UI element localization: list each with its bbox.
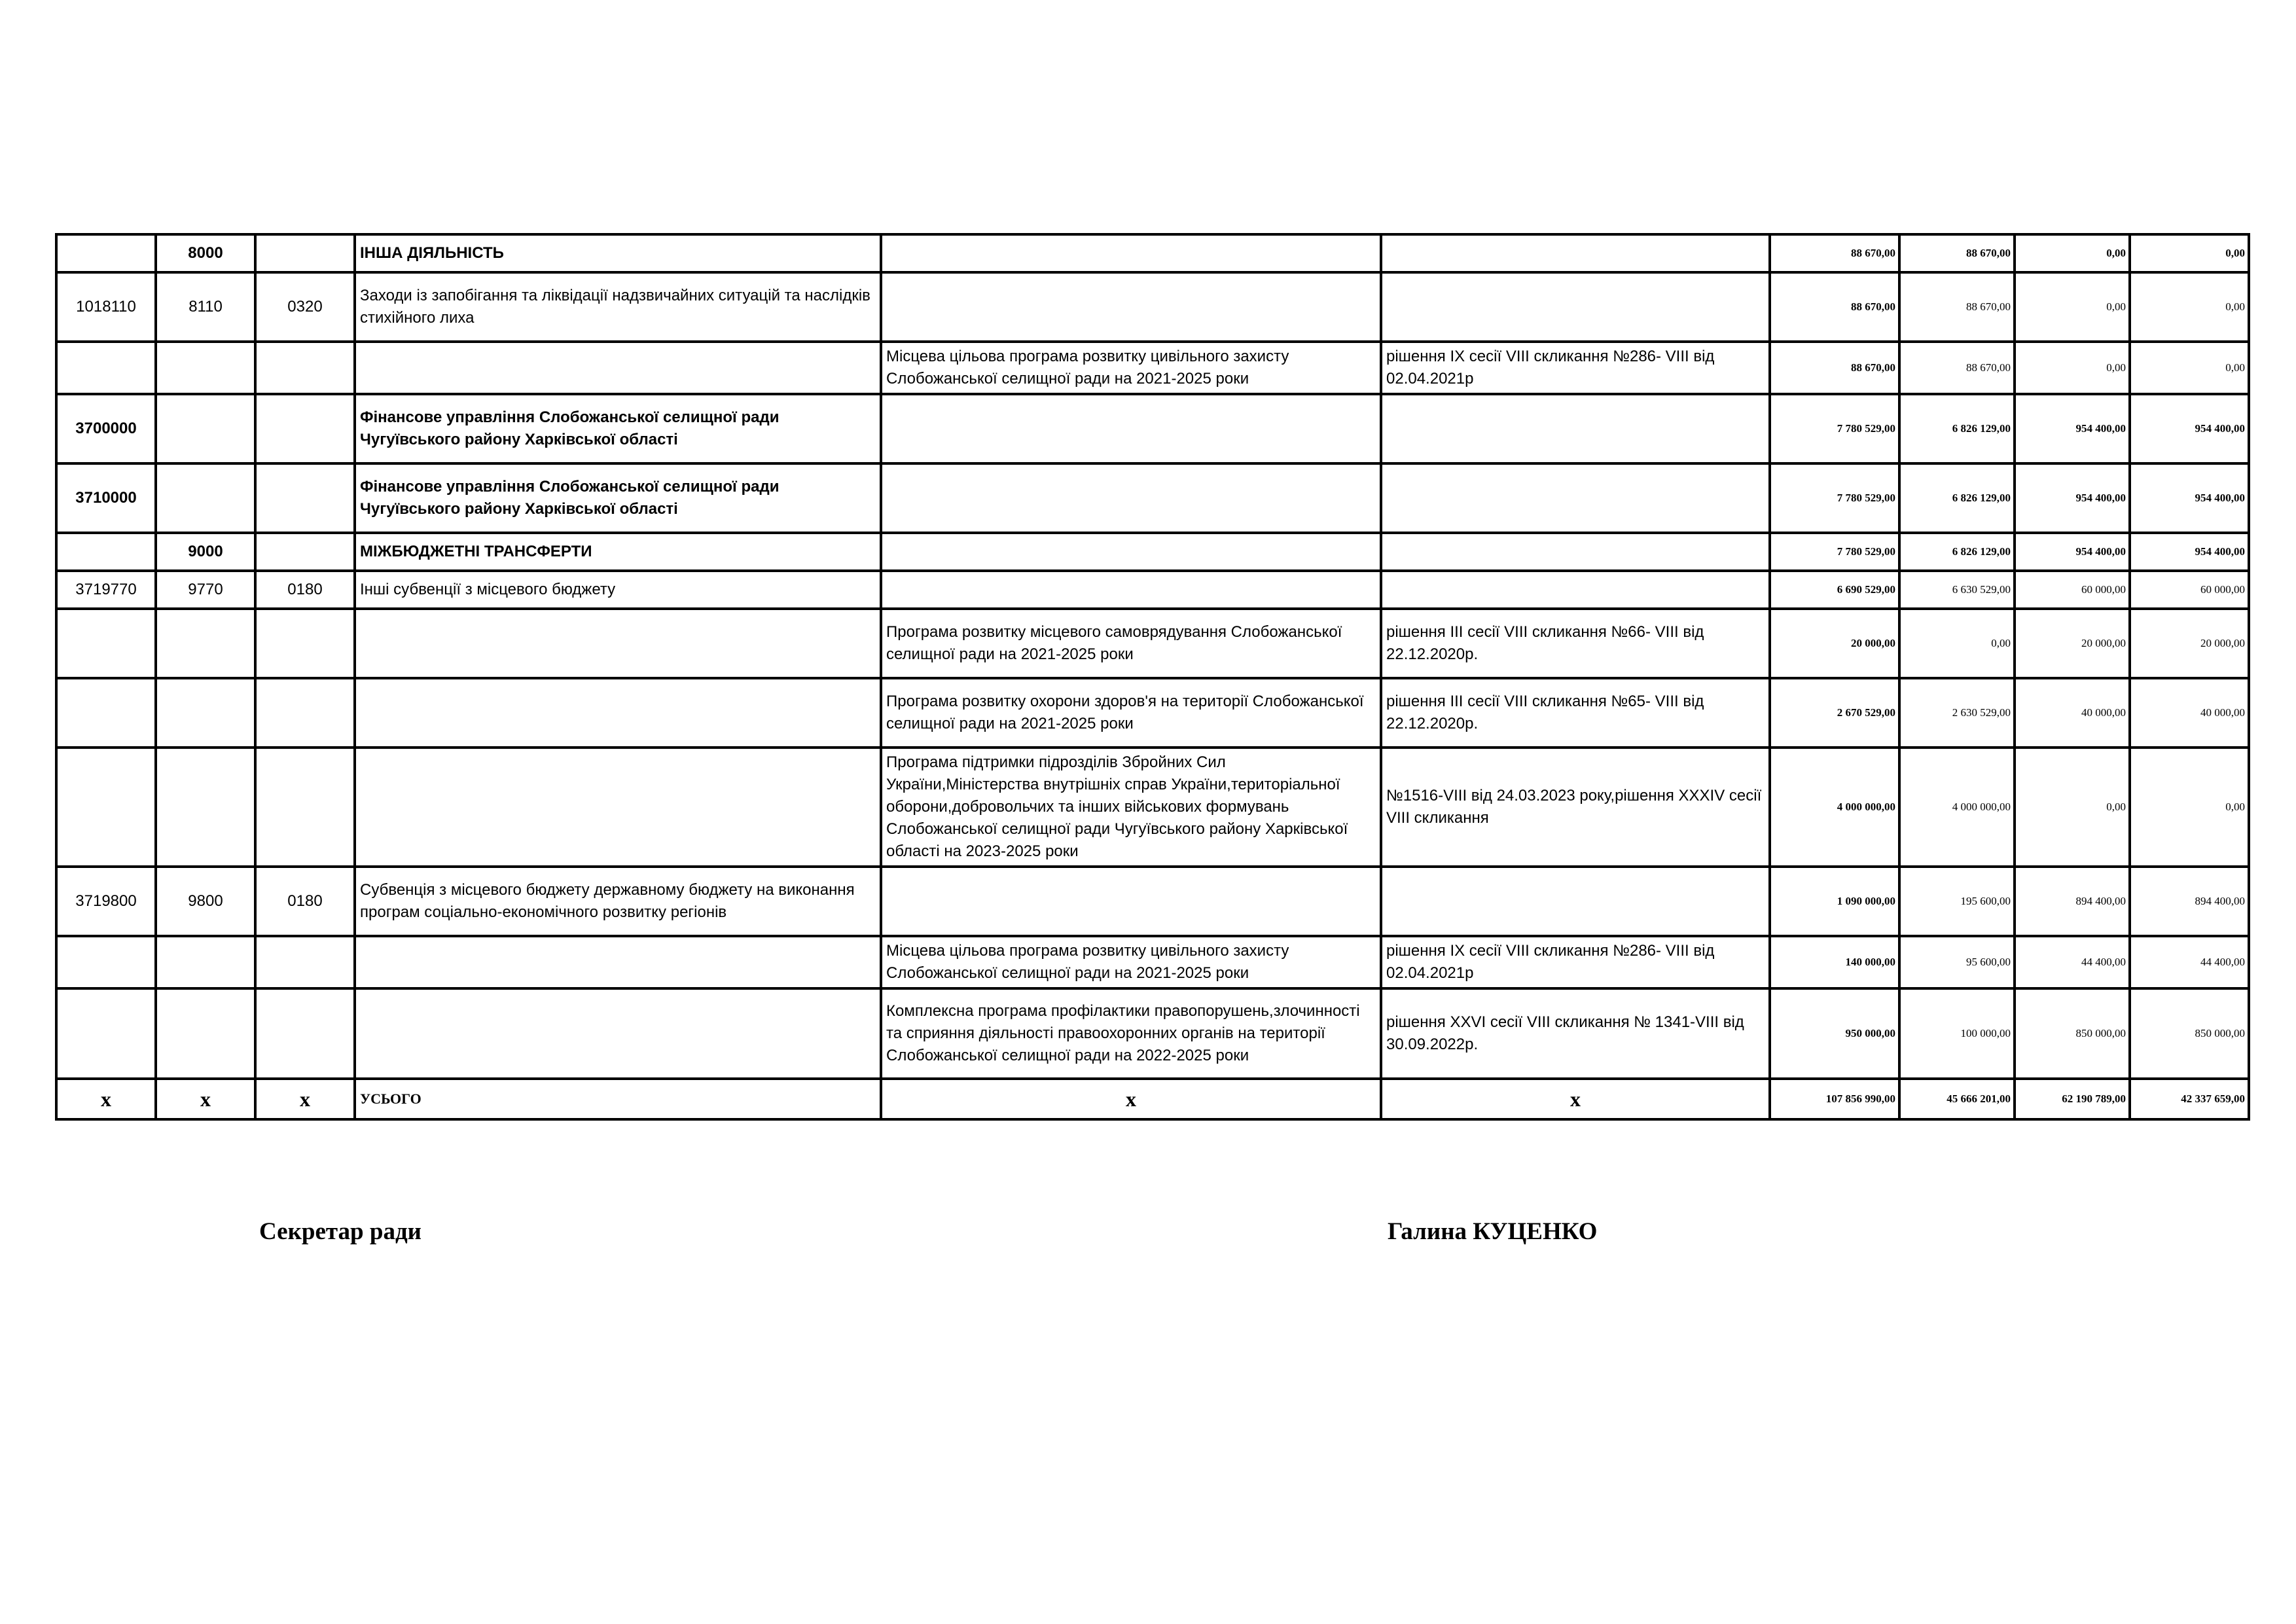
cell-code: [56, 234, 156, 272]
budget-table: [55, 233, 2250, 1121]
table-row: [56, 234, 2249, 272]
cell-special-fund: 0,00: [2015, 272, 2130, 342]
cell-development-budget: 954 400,00: [2130, 533, 2249, 571]
cell-code: [56, 678, 156, 748]
table-row: [56, 609, 2249, 678]
cell-special-fund: 894 400,00: [2015, 867, 2130, 936]
cell-decision: №1516-VIII від 24.03.2023 року,рішення XXXIV сесії VIII скликання: [1381, 748, 1770, 867]
cell-decision: рішення ІХ сесії VIII скликання №286- VIII від 02.04.2021р: [1381, 342, 1770, 394]
signature-title: Секретар ради: [259, 1218, 422, 1245]
cell-decision: рішення ІІІ сесії VIII скликання №66- VIII від 22.12.2020р.: [1381, 609, 1770, 678]
cell-name: [355, 748, 881, 867]
cell-kfkvk: [255, 748, 355, 867]
cell-code: [56, 342, 156, 394]
total-x-marker: х: [881, 1079, 1381, 1119]
cell-special-fund: 954 400,00: [2015, 533, 2130, 571]
table-row: [56, 571, 2249, 609]
grand-total-general-fund: 45 666 201,00: [1899, 1079, 2015, 1119]
total-label: УСЬОГО: [355, 1079, 881, 1119]
cell-kfk: [156, 678, 255, 748]
cell-kfk: [156, 394, 255, 463]
cell-kfkvk: [255, 936, 355, 988]
cell-code: [56, 936, 156, 988]
table-row: [56, 272, 2249, 342]
cell-kfkvk: [255, 678, 355, 748]
cell-decision: [1381, 533, 1770, 571]
cell-name: [355, 936, 881, 988]
cell-general-fund: 6 826 129,00: [1899, 533, 2015, 571]
cell-kfkvk: 0180: [255, 571, 355, 609]
cell-total: 88 670,00: [1770, 272, 1899, 342]
cell-code: [56, 748, 156, 867]
cell-development-budget: 894 400,00: [2130, 867, 2249, 936]
cell-development-budget: 44 400,00: [2130, 936, 2249, 988]
cell-decision: [1381, 234, 1770, 272]
cell-development-budget: 0,00: [2130, 272, 2249, 342]
cell-general-fund: 88 670,00: [1899, 272, 2015, 342]
cell-kfk: 8000: [156, 234, 255, 272]
grand-total-special-fund: 62 190 789,00: [2015, 1079, 2130, 1119]
table-row: [56, 867, 2249, 936]
cell-name: Інші субвенції з місцевого бюджету: [355, 571, 881, 609]
table-row: [56, 748, 2249, 867]
total-x-marker: х: [56, 1079, 156, 1119]
cell-code: 1018110: [56, 272, 156, 342]
total-x-marker: х: [255, 1079, 355, 1119]
cell-name: ІНША ДІЯЛЬНІСТЬ: [355, 234, 881, 272]
cell-total: 7 780 529,00: [1770, 463, 1899, 533]
cell-total: 1 090 000,00: [1770, 867, 1899, 936]
cell-total: 7 780 529,00: [1770, 533, 1899, 571]
table-row: [56, 936, 2249, 988]
grand-total: 107 856 990,00: [1770, 1079, 1899, 1119]
cell-name: Фінансове управління Слобожанської селищної ради Чугуївського району Харківської області: [355, 394, 881, 463]
cell-general-fund: 2 630 529,00: [1899, 678, 2015, 748]
cell-kfkvk: [255, 342, 355, 394]
cell-general-fund: 6 630 529,00: [1899, 571, 2015, 609]
cell-code: 3700000: [56, 394, 156, 463]
cell-program: Програма розвитку охорони здоров'я на території Слобожанської селищної ради на 2021-2025 роки: [881, 678, 1381, 748]
cell-program: [881, 867, 1381, 936]
cell-program: Місцева цільова програма розвитку цивільного захисту Слобожанської селищної ради на 2021-2025 роки: [881, 936, 1381, 988]
cell-development-budget: 0,00: [2130, 748, 2249, 867]
cell-program: Місцева цільова програма розвитку цивільного захисту Слобожанської селищної ради на 2021-2025 роки: [881, 342, 1381, 394]
cell-program: [881, 463, 1381, 533]
grand-total-development-budget: 42 337 659,00: [2130, 1079, 2249, 1119]
total-row: [56, 1079, 2249, 1119]
cell-name: [355, 988, 881, 1079]
cell-total: 88 670,00: [1770, 234, 1899, 272]
cell-development-budget: 60 000,00: [2130, 571, 2249, 609]
cell-general-fund: 88 670,00: [1899, 234, 2015, 272]
cell-general-fund: 0,00: [1899, 609, 2015, 678]
cell-kfk: [156, 342, 255, 394]
cell-code: [56, 609, 156, 678]
cell-total: 7 780 529,00: [1770, 394, 1899, 463]
total-x-marker: х: [156, 1079, 255, 1119]
cell-kfk: [156, 609, 255, 678]
cell-total: 20 000,00: [1770, 609, 1899, 678]
cell-program: [881, 394, 1381, 463]
cell-general-fund: 95 600,00: [1899, 936, 2015, 988]
cell-general-fund: 88 670,00: [1899, 342, 2015, 394]
cell-code: 3710000: [56, 463, 156, 533]
cell-kfk: [156, 936, 255, 988]
cell-kfk: [156, 463, 255, 533]
table-row: [56, 342, 2249, 394]
cell-code: [56, 988, 156, 1079]
cell-program: [881, 272, 1381, 342]
cell-kfk: [156, 988, 255, 1079]
cell-development-budget: 0,00: [2130, 234, 2249, 272]
cell-program: [881, 234, 1381, 272]
cell-special-fund: 954 400,00: [2015, 394, 2130, 463]
cell-kfk: 9800: [156, 867, 255, 936]
cell-development-budget: 850 000,00: [2130, 988, 2249, 1079]
cell-special-fund: 44 400,00: [2015, 936, 2130, 988]
cell-name: Субвенція з місцевого бюджету державному бюджету на виконання програм соціально-економічного розвитку регіонів: [355, 867, 881, 936]
cell-name: МІЖБЮДЖЕТНІ ТРАНСФЕРТИ: [355, 533, 881, 571]
cell-special-fund: 60 000,00: [2015, 571, 2130, 609]
cell-total: 2 670 529,00: [1770, 678, 1899, 748]
table-row: [56, 463, 2249, 533]
cell-program: Програма розвитку місцевого самоврядування Слобожанської селищної ради на 2021-2025 роки: [881, 609, 1381, 678]
cell-total: 4 000 000,00: [1770, 748, 1899, 867]
table-row: [56, 988, 2249, 1079]
cell-special-fund: 850 000,00: [2015, 988, 2130, 1079]
cell-code: [56, 533, 156, 571]
cell-general-fund: 6 826 129,00: [1899, 463, 2015, 533]
cell-kfk: 9000: [156, 533, 255, 571]
cell-name: [355, 342, 881, 394]
cell-special-fund: 20 000,00: [2015, 609, 2130, 678]
cell-name: [355, 609, 881, 678]
cell-code: 3719770: [56, 571, 156, 609]
cell-name: [355, 678, 881, 748]
cell-decision: рішення XXVI сесії VIII скликання № 1341-VIII від 30.09.2022р.: [1381, 988, 1770, 1079]
cell-kfk: 8110: [156, 272, 255, 342]
table-row: [56, 533, 2249, 571]
cell-special-fund: 954 400,00: [2015, 463, 2130, 533]
cell-program: [881, 533, 1381, 571]
cell-development-budget: 40 000,00: [2130, 678, 2249, 748]
cell-general-fund: 4 000 000,00: [1899, 748, 2015, 867]
cell-kfkvk: [255, 533, 355, 571]
cell-name: Фінансове управління Слобожанської селищної ради Чугуївського району Харківської області: [355, 463, 881, 533]
cell-decision: [1381, 463, 1770, 533]
cell-decision: [1381, 571, 1770, 609]
cell-total: 950 000,00: [1770, 988, 1899, 1079]
cell-kfkvk: 0180: [255, 867, 355, 936]
table-row: [56, 394, 2249, 463]
cell-total: 88 670,00: [1770, 342, 1899, 394]
cell-special-fund: 0,00: [2015, 342, 2130, 394]
cell-program: [881, 571, 1381, 609]
cell-total: 6 690 529,00: [1770, 571, 1899, 609]
cell-decision: рішення ІХ сесії VIII скликання №286- VIII від 02.04.2021р: [1381, 936, 1770, 988]
cell-kfkvk: [255, 609, 355, 678]
cell-development-budget: 0,00: [2130, 342, 2249, 394]
total-x-marker: х: [1381, 1079, 1770, 1119]
cell-general-fund: 100 000,00: [1899, 988, 2015, 1079]
cell-program: Комплексна програма профілактики правопорушень,злочинності та сприяння діяльності правоохоронних органів на території Слобожанської селищної ради на 2022-2025 роки: [881, 988, 1381, 1079]
cell-special-fund: 0,00: [2015, 234, 2130, 272]
cell-kfkvk: [255, 988, 355, 1079]
cell-development-budget: 954 400,00: [2130, 394, 2249, 463]
cell-general-fund: 195 600,00: [1899, 867, 2015, 936]
cell-kfk: [156, 748, 255, 867]
table-row: [56, 678, 2249, 748]
cell-kfkvk: [255, 234, 355, 272]
cell-development-budget: 20 000,00: [2130, 609, 2249, 678]
cell-total: 140 000,00: [1770, 936, 1899, 988]
cell-special-fund: 40 000,00: [2015, 678, 2130, 748]
cell-kfkvk: 0320: [255, 272, 355, 342]
cell-program: Програма підтримки підрозділів Збройних Сил України,Міністерства внутрішніх справ України,територіальної оборони,добровольчих та інших військових формувань Слобожанської селищної ради Чугуївського району Харківської області на 2023-2025 роки: [881, 748, 1381, 867]
cell-decision: [1381, 272, 1770, 342]
cell-development-budget: 954 400,00: [2130, 463, 2249, 533]
cell-code: 3719800: [56, 867, 156, 936]
signature-name: Галина КУЦЕНКО: [1388, 1218, 1598, 1245]
cell-name: Заходи із запобігання та ліквідації надзвичайних ситуацій та наслідків стихійного лиха: [355, 272, 881, 342]
cell-decision: рішення ІІІ сесії VIII скликання №65- VIII від 22.12.2020р.: [1381, 678, 1770, 748]
cell-kfkvk: [255, 463, 355, 533]
cell-kfkvk: [255, 394, 355, 463]
cell-kfk: 9770: [156, 571, 255, 609]
cell-decision: [1381, 394, 1770, 463]
cell-general-fund: 6 826 129,00: [1899, 394, 2015, 463]
cell-special-fund: 0,00: [2015, 748, 2130, 867]
cell-decision: [1381, 867, 1770, 936]
